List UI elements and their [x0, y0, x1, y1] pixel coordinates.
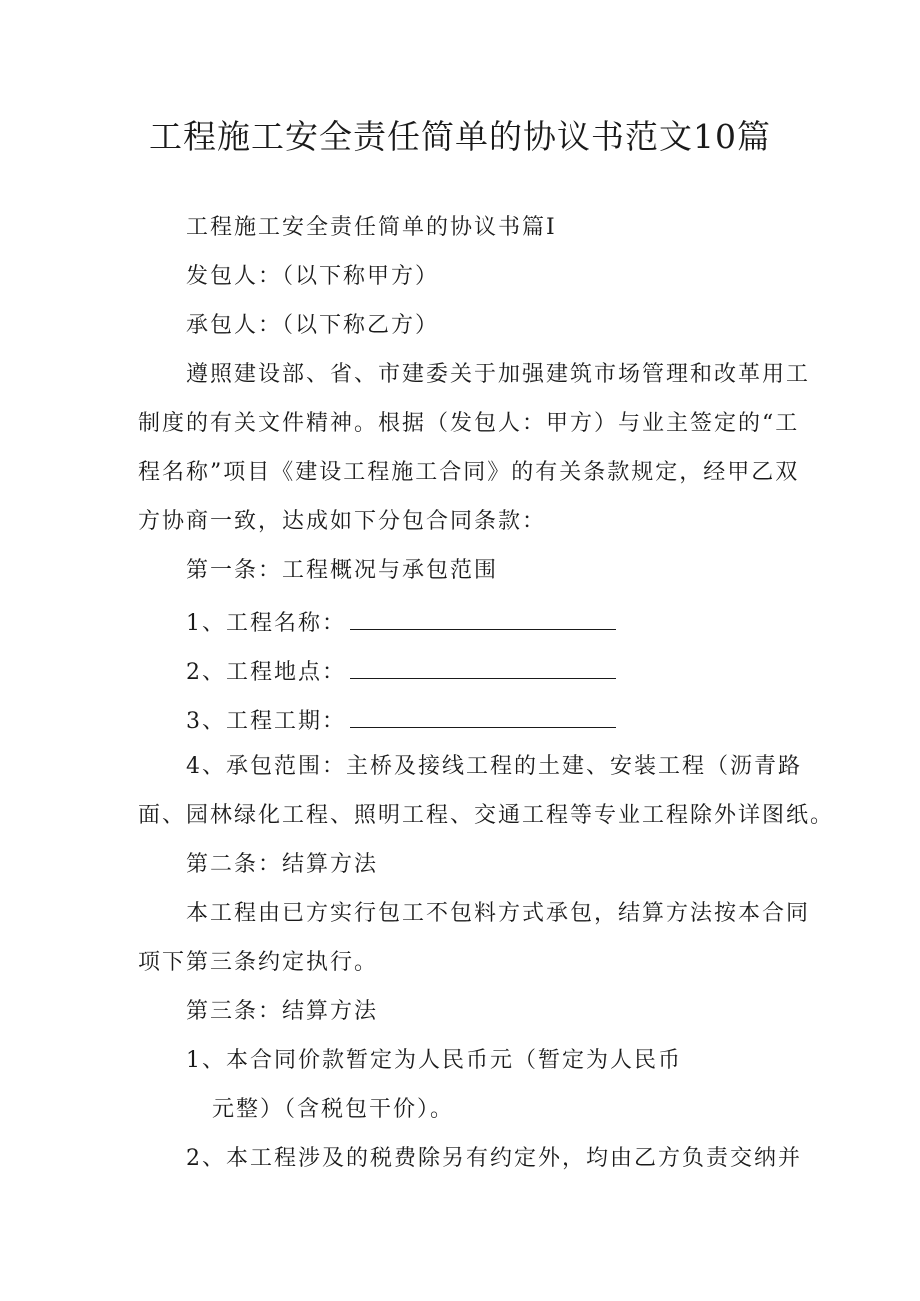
intro-line-3: 程名称”项目《建设工程施工合同》的有关条款规定，经甲乙双	[138, 460, 800, 485]
item-scope-line-1: 4、承包范围：主桥及接线工程的土建、安装工程（沥青路	[186, 754, 802, 779]
intro-line-1: 遵照建设部、省、市建委关于加强建筑市场管理和改革用工	[186, 362, 811, 387]
item-project-location-label: 2、工程地点：	[186, 660, 346, 685]
item-project-name	[186, 605, 616, 639]
article3-item2-line: 2、本工程涉及的税费除另有约定外，均由乙方负责交纳并	[186, 1146, 802, 1171]
section-heading: 工程施工安全责任简单的协议书篇I	[186, 215, 557, 240]
party-b-line: 承包人：（以下称乙方）	[186, 313, 440, 338]
article2-body-line-1: 本工程由已方实行包工不包料方式承包，结算方法按本合同	[186, 901, 811, 926]
item-project-duration	[186, 703, 616, 737]
project-name-blank	[350, 605, 616, 630]
article3-heading: 第三条：结算方法	[186, 999, 379, 1024]
article3-item1-line-2: 元整）（含税包干价）。	[212, 1097, 455, 1122]
document-title: 工程施工安全责任简单的协议书范文10篇	[149, 117, 771, 156]
article2-body-line-2: 项下第三条约定执行。	[138, 950, 379, 975]
item-project-name-label: 1、工程名称：	[186, 611, 346, 636]
party-a-line: 发包人：（以下称甲方）	[186, 264, 440, 289]
intro-line-4: 方协商一致，达成如下分包合同条款：	[138, 509, 547, 534]
intro-line-2: 制度的有关文件精神。根据（发包人：甲方）与业主签定的“工	[138, 411, 800, 436]
project-duration-blank	[350, 703, 616, 728]
article3-item1-line-1: 1、本合同价款暂定为人民币元（暂定为人民币	[186, 1048, 682, 1073]
item-project-duration-label: 3、工程工期：	[186, 709, 346, 734]
article1-heading: 第一条：工程概况与承包范围	[186, 558, 499, 583]
item-project-location	[186, 654, 616, 688]
project-location-blank	[350, 654, 616, 679]
item-scope-line-2: 面、园林绿化工程、照明工程、交通工程等专业工程除外详图纸。	[138, 803, 835, 828]
article2-heading: 第二条：结算方法	[186, 852, 379, 877]
